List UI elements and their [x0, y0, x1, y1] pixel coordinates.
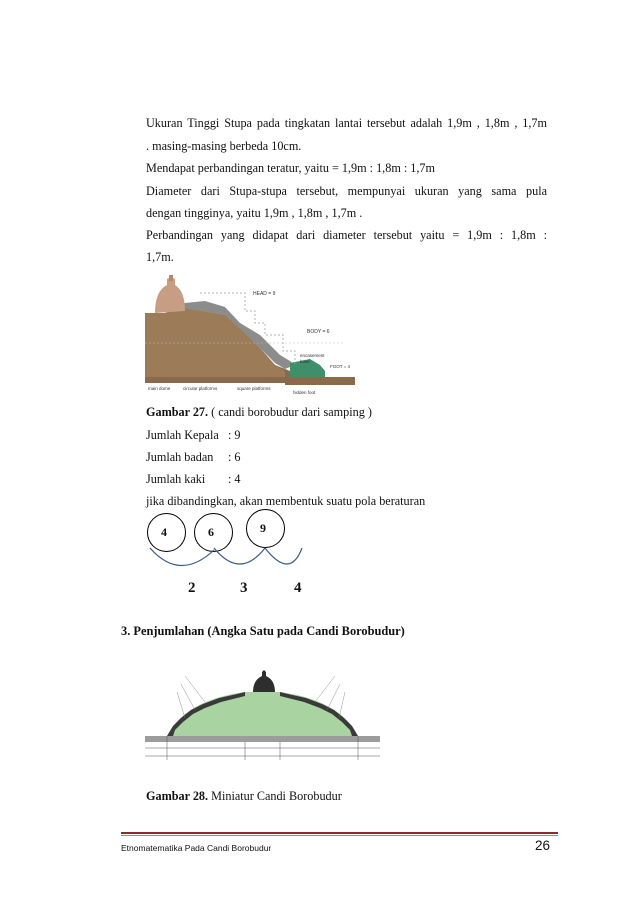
borobudur-cross-section-figure: [145, 660, 380, 775]
body-label: BODY = 6: [307, 329, 330, 335]
paragraph-line: dengan tingginya, yaitu 1,9m , 1,8m , 1,7m .: [146, 206, 363, 220]
paragraph-line: Perbandingan yang didapat dari diameter tersebut yaitu = 1,9m : 1,8m :: [146, 228, 547, 242]
figure27-caption-text: ( candi borobudur dari samping ): [208, 405, 372, 419]
encasement-label: encasement: [300, 353, 325, 358]
difference-value: 4: [294, 580, 302, 596]
footer-title: Etnomatematika Pada Candi Borobudur: [121, 843, 272, 853]
paragraph-line: Ukuran Tinggi Stupa pada tingkatan lantai tersebut adalah 1,9m , 1,8m , 1,7m: [146, 116, 547, 130]
main-dome-label: main dome: [148, 386, 171, 391]
figure27-caption: [146, 405, 372, 419]
footer-rule-thin: [121, 835, 558, 836]
paragraph-line: . masing-masing berbeda 10cm.: [146, 139, 302, 153]
footer-rule: [121, 832, 558, 834]
paragraph-line: Diameter dari Stupa-stupa tersebut, mempunyai ukuran yang sama pula: [146, 184, 547, 198]
count-kaki-value: : 4: [228, 472, 241, 486]
connecting-arcs: [140, 540, 310, 580]
circle-value: 4: [161, 525, 167, 539]
hidden-foot-label: hidden foot: [293, 390, 316, 395]
circle-value: 9: [260, 521, 266, 535]
circle-value: 6: [208, 525, 214, 539]
figure28-caption: [146, 789, 342, 803]
count-badan-value: : 6: [228, 450, 241, 464]
count-badan-label: Jumlah badan: [146, 450, 214, 464]
section-heading: 3. Penjumlahan (Angka Satu pada Candi Borobudur): [121, 624, 405, 638]
circular-platforms-label: circular platforms: [183, 386, 218, 391]
count-kepala-value: : 9: [228, 428, 241, 442]
head-label: HEAD = 9: [253, 291, 276, 297]
page-number: 26: [535, 838, 551, 853]
comparison-text: jika dibandingkan, akan membentuk suatu pola beraturan: [146, 494, 426, 508]
figure28-caption-number: Gambar 28.: [146, 789, 209, 803]
figure28-caption-text: Miniatur Candi Borobudur: [208, 789, 342, 803]
count-kepala-label: Jumlah Kepala: [146, 428, 219, 442]
borobudur-side-figure: [145, 273, 355, 397]
count-kaki-label: Jumlah kaki: [146, 472, 206, 486]
paragraph-line: Mendapat perbandingan teratur, yaitu = 1,9m : 1,8m : 1,7m: [146, 161, 436, 175]
difference-value: 3: [240, 580, 248, 596]
foot-label: FOOT = 4: [330, 364, 351, 369]
difference-value: 2: [188, 580, 196, 596]
figure27-caption-number: Gambar 27.: [146, 405, 209, 419]
base-label: base: [300, 359, 310, 364]
paragraph-line: 1,7m.: [146, 250, 174, 264]
square-platforms-label: square platforms: [237, 386, 271, 391]
